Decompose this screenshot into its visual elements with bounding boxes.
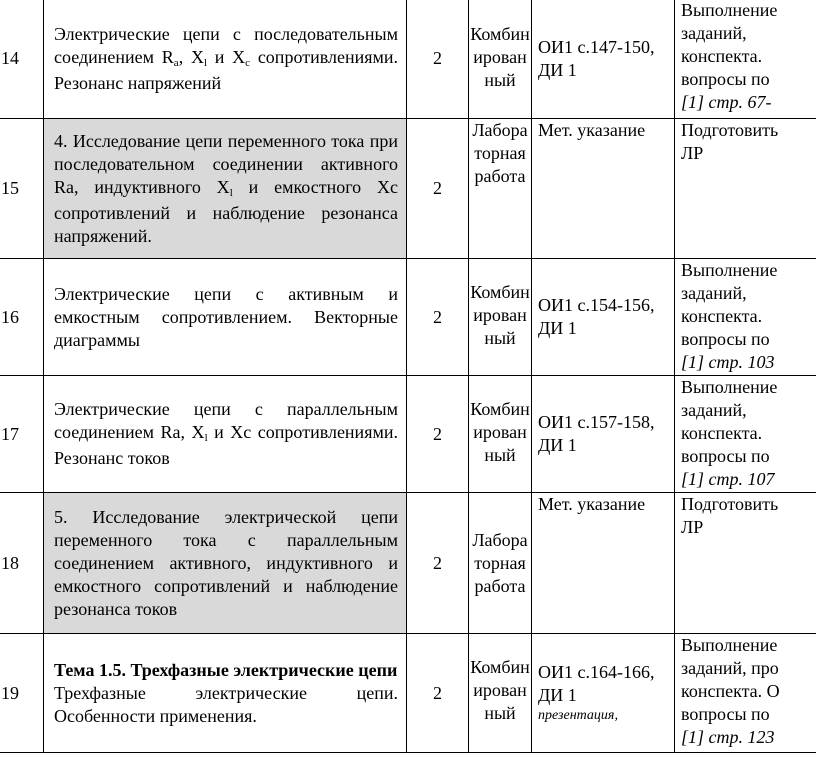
row-number: 18 <box>0 493 44 634</box>
hours-cell: 2 <box>407 376 469 493</box>
hours-cell: 2 <box>407 0 469 119</box>
literature-note: презентация, <box>538 708 618 723</box>
lesson-type-cell: Лабора торная работа <box>469 119 532 259</box>
literature-cell: ОИ1 с.154-156, ДИ 1 <box>532 259 675 376</box>
lesson-type-cell: Комбин ирован ный <box>469 0 532 119</box>
topic-title: Тема 1.5. Трехфазные электрические цепи <box>54 659 398 680</box>
row-number: 15 <box>0 119 44 259</box>
table-row <box>0 376 816 493</box>
topic-cell: Электрические цепи с активным и емкостным сопротивлением. Векторные диаграммы <box>44 259 407 376</box>
topic-cell: Электрические цепи с параллельным соединением Ra, $X_l$ и Xc сопротивлениями. Резонанс токов <box>44 376 407 493</box>
homework-cell: Выполнение заданий, конспекта. вопросы по [1] стр. 107 <box>675 376 816 493</box>
literature-cell: ОИ1 с.157-158, ДИ 1 <box>532 376 675 493</box>
topic-cell: Тема 1.5. Трехфазные электрические цепи Трехфазные электрические цепи. Особенности применения. <box>44 634 407 753</box>
table-row <box>0 0 816 119</box>
lesson-type-cell: Комбин ирован ный <box>469 376 532 493</box>
homework-cell: Подготовить ЛР <box>675 119 816 259</box>
table-row <box>0 634 816 753</box>
topic-cell: Электрические цепи с последовательным соединением $R_a$, $X_l$ и $X_c$ сопротивлениями. Резонанс напряжений <box>44 0 407 119</box>
row-number: 17 <box>0 376 44 493</box>
row-number: 14 <box>0 0 44 119</box>
literature-cell: Мет. указание <box>532 493 675 634</box>
homework-cell: Выполнение заданий, конспекта. вопросы по [1] стр. 67- <box>675 0 816 119</box>
lesson-type-cell: Комбин ирован ный <box>469 634 532 753</box>
row-number: 16 <box>0 259 44 376</box>
table-row <box>0 119 816 259</box>
row-number: 19 <box>0 634 44 753</box>
homework-cell: Подготовить ЛР <box>675 493 816 634</box>
table-row <box>0 493 816 634</box>
lesson-type-cell: Комбин ирован ный <box>469 259 532 376</box>
homework-cell: Выполнение заданий, конспекта. вопросы по [1] стр. 103 <box>675 259 816 376</box>
literature-cell: Мет. указание <box>532 119 675 259</box>
hours-cell: 2 <box>407 493 469 634</box>
topic-cell: 4. Исследование цепи переменного тока при последовательном соединении активного Ra, индуктивного $X_l$ и емкостного Xc сопротивлений и наблюдение резонанса напряжений. <box>44 119 407 259</box>
homework-cell: Выполнение заданий, про конспекта. О вопросы по [1] стр. 123 <box>675 634 816 753</box>
hours-cell: 2 <box>407 634 469 753</box>
literature-cell: ОИ1 с.147-150, ДИ 1 <box>532 0 675 119</box>
table-row <box>0 259 816 376</box>
hours-cell: 2 <box>407 259 469 376</box>
literature-cell: ОИ1 с.164-166, ДИ 1 презентация, <box>532 634 675 753</box>
topic-cell: 5. Исследование электрической цепи переменного тока с параллельным соединением активного, индуктивного и емкостного сопротивлений и наблюдение резонанса токов <box>44 493 407 634</box>
hours-cell: 2 <box>407 119 469 259</box>
lesson-type-cell: Лабора торная работа <box>469 493 532 634</box>
